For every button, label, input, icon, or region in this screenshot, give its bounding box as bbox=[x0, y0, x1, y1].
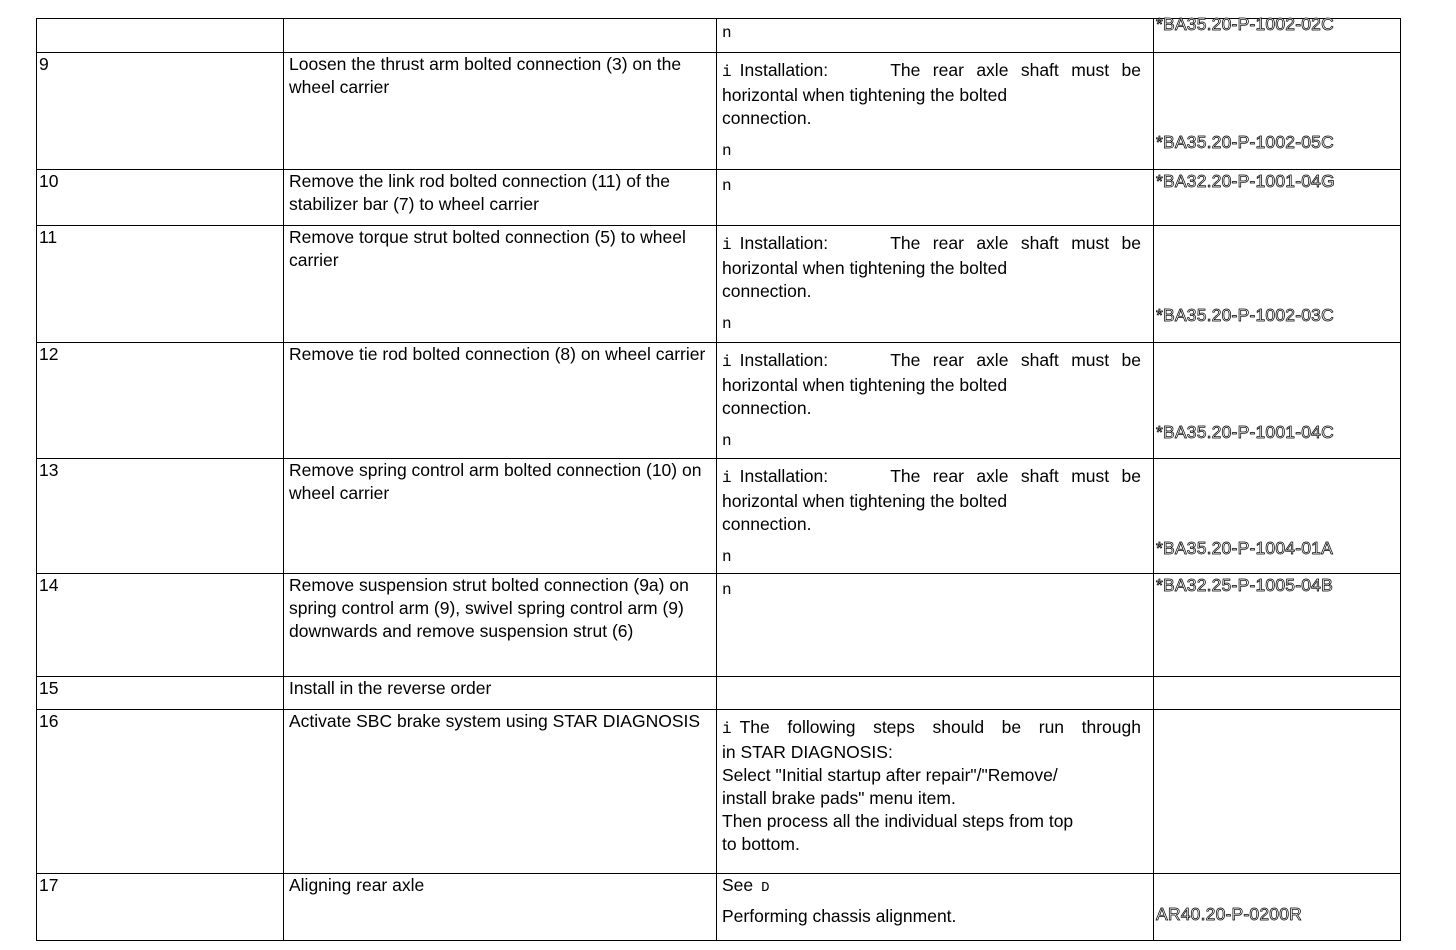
step-reference[interactable] bbox=[1154, 459, 1401, 574]
table-row bbox=[37, 170, 1401, 226]
info-icon: i bbox=[722, 63, 732, 81]
reference-link[interactable]: *BA35.20-P-1002-05C bbox=[1156, 132, 1334, 152]
step-note bbox=[717, 53, 1154, 170]
installation-label: Installation: bbox=[739, 350, 829, 370]
table-row bbox=[37, 874, 1401, 941]
reference-link[interactable]: *BA35.20-P-1004-01A bbox=[1156, 538, 1333, 558]
installation-lead: The rear axle shaft must be bbox=[890, 233, 1141, 253]
step-reference[interactable] bbox=[1154, 53, 1401, 170]
note-icon: n bbox=[722, 581, 732, 599]
step-description bbox=[284, 19, 717, 53]
installation-text: connection. bbox=[722, 514, 812, 534]
step-number: 11 bbox=[37, 226, 284, 343]
step-number: 13 bbox=[37, 459, 284, 574]
step-description: Activate SBC brake system using STAR DIAGNOSIS bbox=[284, 710, 717, 874]
table-row bbox=[37, 53, 1401, 170]
procedure-table bbox=[36, 14, 1401, 941]
step-note bbox=[717, 19, 1154, 53]
diagnosis-lead: The following steps should be run through bbox=[739, 717, 1141, 737]
step-description: Remove suspension strut bolted connection (9a) on spring control arm (9), swivel spring control arm (9) downwards and remove suspension strut (6) bbox=[284, 574, 717, 677]
step-number bbox=[37, 19, 284, 53]
table-row bbox=[37, 459, 1401, 574]
installation-label: Installation: bbox=[739, 60, 829, 80]
step-description: Remove spring control arm bolted connection (10) on wheel carrier bbox=[284, 459, 717, 574]
step-reference[interactable] bbox=[1154, 226, 1401, 343]
step-description: Remove torque strut bolted connection (5) to wheel carrier bbox=[284, 226, 717, 343]
info-icon: i bbox=[722, 236, 732, 254]
step-reference[interactable] bbox=[1154, 170, 1401, 226]
info-icon: i bbox=[722, 353, 732, 371]
installation-text: connection. bbox=[722, 281, 812, 301]
diagnosis-text: Select "Initial startup after repair"/"Remove/ bbox=[722, 765, 1058, 785]
step-number: 17 bbox=[37, 874, 284, 941]
see-line bbox=[722, 874, 1141, 900]
diagnosis-note bbox=[722, 716, 1141, 741]
step-reference[interactable] bbox=[1154, 574, 1401, 677]
step-note bbox=[717, 170, 1154, 226]
installation-label: Installation: bbox=[739, 233, 829, 253]
installation-lead: The rear axle shaft must be bbox=[890, 466, 1141, 486]
installation-text: connection. bbox=[722, 108, 812, 128]
table-row bbox=[37, 226, 1401, 343]
step-note bbox=[717, 226, 1154, 343]
note-icon: n bbox=[722, 177, 732, 195]
installation-note bbox=[722, 349, 1141, 374]
table-row bbox=[37, 19, 1401, 53]
step-note bbox=[717, 574, 1154, 677]
step-number: 10 bbox=[37, 170, 284, 226]
step-description: Remove tie rod bolted connection (8) on wheel carrier bbox=[284, 343, 717, 459]
note-icon: n bbox=[722, 142, 732, 160]
installation-text: horizontal when tightening the bolted bbox=[722, 258, 1008, 278]
step-number: 12 bbox=[37, 343, 284, 459]
diagnosis-text: to bottom. bbox=[722, 834, 800, 854]
step-note bbox=[717, 343, 1154, 459]
reference-link[interactable]: *BA35.20-P-1002-02C bbox=[1156, 14, 1334, 34]
step-reference[interactable] bbox=[1154, 343, 1401, 459]
note-icon: n bbox=[722, 432, 732, 450]
table-row bbox=[37, 343, 1401, 459]
reference-link[interactable]: *BA32.25-P-1005-04B bbox=[1156, 575, 1333, 595]
reference-link[interactable]: *BA35.20-P-1001-04C bbox=[1156, 422, 1334, 442]
step-note bbox=[717, 459, 1154, 574]
step-reference bbox=[1154, 710, 1401, 874]
installation-text: connection. bbox=[722, 398, 812, 418]
installation-note bbox=[722, 232, 1141, 257]
step-note bbox=[717, 677, 1154, 710]
step-note bbox=[717, 710, 1154, 874]
table-row bbox=[37, 574, 1401, 677]
alignment-link[interactable]: Performing chassis alignment. bbox=[722, 906, 957, 926]
installation-label: Installation: bbox=[739, 466, 829, 486]
diagnosis-text: Then process all the individual steps from top bbox=[722, 811, 1074, 831]
installation-text: horizontal when tightening the bolted bbox=[722, 85, 1008, 105]
installation-note bbox=[722, 465, 1141, 490]
step-number: 15 bbox=[37, 677, 284, 710]
step-number: 14 bbox=[37, 574, 284, 677]
installation-lead: The rear axle shaft must be bbox=[890, 350, 1141, 370]
step-reference bbox=[1154, 677, 1401, 710]
diagnosis-text: in STAR DIAGNOSIS: bbox=[722, 742, 893, 762]
document-icon: D bbox=[761, 880, 770, 896]
step-description: Aligning rear axle bbox=[284, 874, 717, 941]
step-number: 9 bbox=[37, 53, 284, 170]
note-icon: n bbox=[722, 24, 732, 42]
step-reference[interactable] bbox=[1154, 14, 1401, 53]
diagnosis-text: install brake pads" menu item. bbox=[722, 788, 956, 808]
step-number: 16 bbox=[37, 710, 284, 874]
step-note bbox=[717, 874, 1154, 941]
table-row bbox=[37, 710, 1401, 874]
step-description: Remove the link rod bolted connection (11) of the stabilizer bar (7) to wheel carrier bbox=[284, 170, 717, 226]
installation-text: horizontal when tightening the bolted bbox=[722, 375, 1008, 395]
reference-link[interactable]: AR40.20-P-0200R bbox=[1156, 904, 1302, 924]
installation-lead: The rear axle shaft must be bbox=[890, 60, 1141, 80]
step-description: Loosen the thrust arm bolted connection (3) on the wheel carrier bbox=[284, 53, 717, 170]
info-icon: i bbox=[722, 469, 732, 487]
installation-note bbox=[722, 59, 1141, 84]
reference-link[interactable]: *BA35.20-P-1002-03C bbox=[1156, 305, 1334, 325]
info-icon: i bbox=[722, 720, 732, 738]
reference-link[interactable]: *BA32.20-P-1001-04G bbox=[1156, 171, 1335, 191]
step-description: Install in the reverse order bbox=[284, 677, 717, 710]
see-label: See bbox=[722, 875, 754, 895]
note-icon: n bbox=[722, 548, 732, 566]
step-reference[interactable] bbox=[1154, 874, 1401, 941]
table-row bbox=[37, 677, 1401, 710]
installation-text: horizontal when tightening the bolted bbox=[722, 491, 1008, 511]
note-icon: n bbox=[722, 315, 732, 333]
